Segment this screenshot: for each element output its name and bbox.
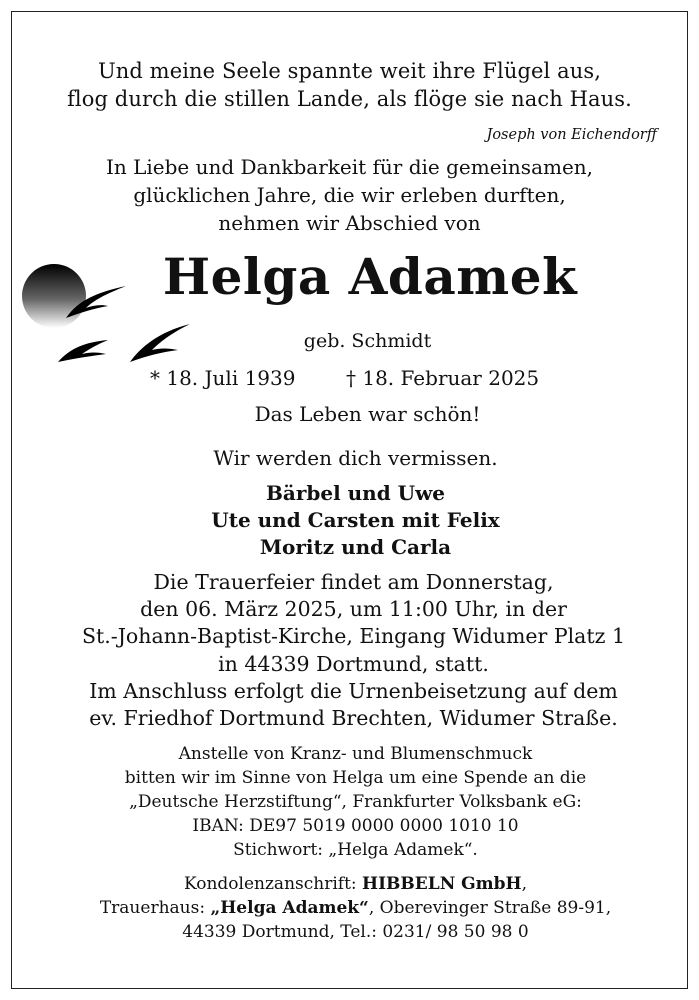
intro-line-2: glücklichen Jahre, die wir erleben durften, — [133, 183, 566, 207]
family-line-2: Ute und Carsten mit Felix — [211, 508, 500, 532]
trauerhaus-name: „Helga Adamek“ — [210, 898, 369, 918]
phrase-line-1: Das Leben war schön! — [254, 402, 481, 426]
birth-date: * 18. Juli 1939 — [150, 366, 296, 390]
trauerhaus-line — [6, 898, 699, 918]
donation-line-2: bitten wir im Sinne von Helga um eine Spende an die — [124, 768, 587, 788]
poem-line-2: flog durch die stillen Lande, als flöge sie nach Haus. — [67, 87, 632, 111]
service-line-4: in 44339 Dortmund, statt. — [218, 652, 489, 676]
poem-author: Joseph von Eichendorff — [486, 127, 657, 143]
donation-keyword: Stichwort: „Helga Adamek“. — [233, 840, 478, 860]
trauerhaus-label: Trauerhaus: — [99, 898, 211, 918]
intro-line-3: nehmen wir Abschied von — [218, 211, 481, 235]
service-line-6: ev. Friedhof Dortmund Brechten, Widumer Straße. — [89, 706, 618, 730]
trauerhaus-street: , Oberevinger Straße 89-91, — [368, 898, 612, 918]
service-line-5: Im Anschluss erfolgt die Urnenbeisetzung auf dem — [89, 679, 618, 703]
donation-line-1: Anstelle von Kranz- und Blumenschmuck — [178, 744, 533, 764]
city-phone-line: 44339 Dortmund, Tel.: 0231/ 98 50 98 0 — [182, 922, 529, 942]
family-line-3: Moritz und Carla — [259, 535, 452, 559]
family-line-1: Bärbel und Uwe — [265, 481, 446, 505]
service-line-3: St.-Johann-Baptist-Kirche, Eingang Widumer Platz 1 — [81, 624, 625, 648]
service-line-1: Die Trauerfeier findet am Donnerstag, — [153, 570, 554, 594]
company-suffix: , — [521, 874, 528, 894]
deceased-name: Helga Adamek — [162, 247, 578, 306]
condolence-address — [6, 874, 699, 894]
donation-iban: IBAN: DE97 5019 0000 0000 1010 10 — [192, 816, 519, 836]
maiden-name: geb. Schmidt — [303, 330, 432, 352]
phrase-line-2: Wir werden dich vermissen. — [213, 446, 498, 470]
poem-line-1: Und meine Seele spannte weit ihre Flügel aus, — [97, 59, 602, 83]
company-name: HIBBELN GmbH — [362, 874, 522, 894]
condolence-label: Kondolenzanschrift: — [183, 874, 363, 894]
service-line-2: den 06. März 2025, um 11:00 Uhr, in der — [140, 597, 567, 621]
sun-icon — [22, 264, 86, 328]
death-date: † 18. Februar 2025 — [346, 366, 540, 390]
intro-line-1: In Liebe und Dankbarkeit für die gemeinsamen, — [105, 155, 594, 179]
donation-line-3: „Deutsche Herzstiftung“, Frankfurter Volksbank eG: — [129, 792, 582, 812]
